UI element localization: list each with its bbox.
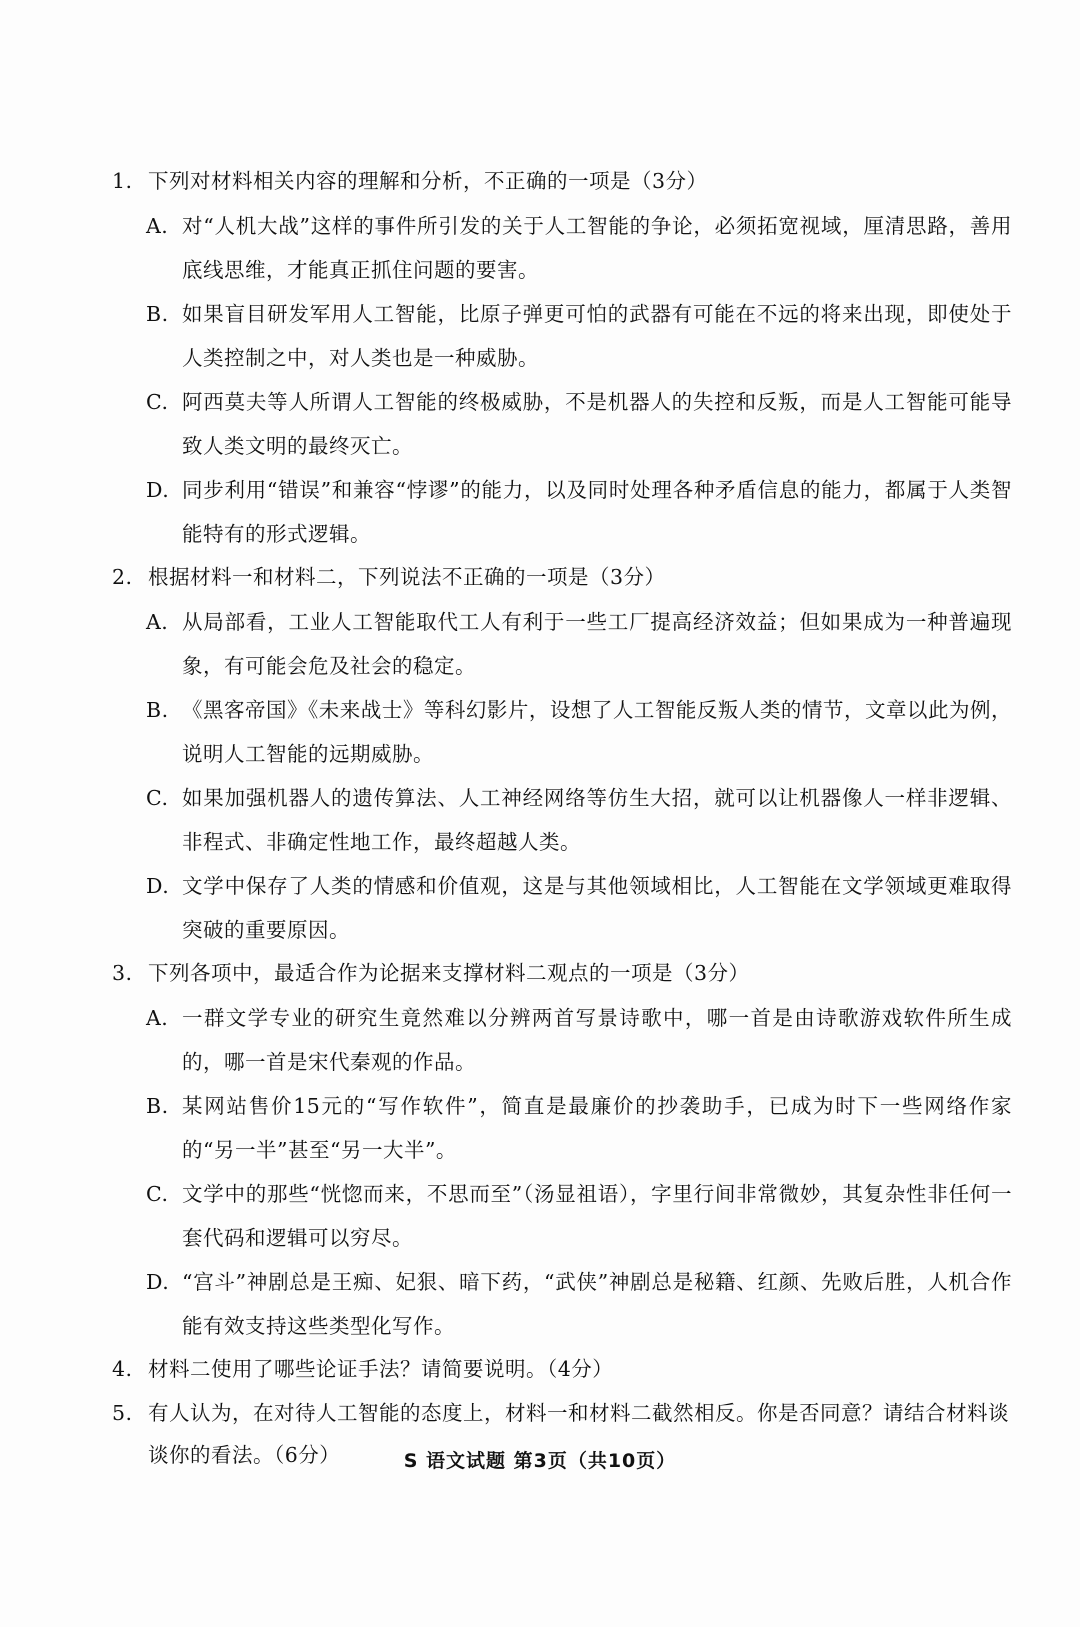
question-4: [112, 1348, 1012, 1390]
question-2: [112, 556, 1012, 952]
option-text: 如果盲目研发军用人工智能，比原子弹更可怕的武器有可能在不远的将来出现，即使处于人类控制之中，对人类也是一种威胁。: [182, 302, 1012, 370]
option-text: 某网站售价15元的“写作软件”，简直是最廉价的抄袭助手，已成为时下一些网络作家的“另一半”甚至“另一大半”。: [182, 1094, 1012, 1162]
question-number: 1.: [112, 169, 133, 193]
option-c: [146, 380, 1012, 468]
question-text: 下列各项中，最适合作为论据来支撑材料二观点的一项是（3分）: [148, 961, 750, 985]
option-a: [146, 204, 1012, 292]
option-label: D.: [146, 478, 170, 502]
option-text: 一群文学专业的研究生竟然难以分辨两首写景诗歌中，哪一首是由诗歌游戏软件所生成的，哪一首是宋代秦观的作品。: [182, 1006, 1012, 1074]
option-text: 如果加强机器人的遗传算法、人工神经网络等仿生大招，就可以让机器像人一样非逻辑、非程式、非确定性地工作，最终超越人类。: [182, 786, 1012, 854]
option-a: [146, 600, 1012, 688]
option-text: 对“人机大战”这样的事件所引发的关于人工智能的争论，必须拓宽视域，厘清思路，善用底线思维，才能真正抓住问题的要害。: [182, 214, 1012, 282]
question-stem: [112, 556, 1012, 598]
question-number: 2.: [112, 565, 133, 589]
option-label: C.: [146, 786, 169, 810]
option-label: C.: [146, 390, 169, 414]
option-text: 同步利用“错误”和兼容“悖谬”的能力，以及同时处理各种矛盾信息的能力，都属于人类智能特有的形式逻辑。: [182, 478, 1012, 546]
option-text: “宫斗”神剧总是王痴、妃狠、暗下药，“武侠”神剧总是秘籍、红颜、先败后胜，人机合作能有效支持这些类型化写作。: [182, 1270, 1012, 1338]
option-b: [146, 688, 1012, 776]
option-label: B.: [146, 1094, 169, 1118]
option-b: [146, 292, 1012, 380]
question-number: 3.: [112, 961, 133, 985]
question-number: 5.: [112, 1401, 133, 1425]
option-d: [146, 468, 1012, 556]
question-1: [112, 160, 1012, 556]
question-list: [112, 160, 1012, 1478]
option-d: [146, 864, 1012, 952]
option-d: [146, 1260, 1012, 1348]
option-b: [146, 1084, 1012, 1172]
option-text: 阿西莫夫等人所谓人工智能的终极威胁，不是机器人的失控和反叛，而是人工智能可能导致人类文明的最终灭亡。: [182, 390, 1012, 458]
option-label: D.: [146, 1270, 170, 1294]
option-label: B.: [146, 302, 169, 326]
option-text: 文学中的那些“恍惚而来，不思而至”（汤显祖语），字里行间非常微妙，其复杂性非任何一套代码和逻辑可以穷尽。: [182, 1182, 1012, 1250]
option-a: [146, 996, 1012, 1084]
option-label: D.: [146, 874, 170, 898]
option-text: 从局部看，工业人工智能取代工人有利于一些工厂提高经济效益；但如果成为一种普遍现象，有可能会危及社会的稳定。: [182, 610, 1012, 678]
option-label: A.: [146, 214, 169, 238]
option-c: [146, 776, 1012, 864]
page-footer: S 语文试题 第3页（共10页）: [403, 1450, 677, 1472]
question-number: 4.: [112, 1357, 133, 1381]
question-text: 下列对材料相关内容的理解和分析，不正确的一项是（3分）: [148, 169, 708, 193]
option-label: C.: [146, 1182, 169, 1206]
option-text: 文学中保存了人类的情感和价值观，这是与其他领域相比，人工智能在文学领域更难取得突破的重要原因。: [182, 874, 1012, 942]
option-c: [146, 1172, 1012, 1260]
question-stem: [112, 1348, 1012, 1390]
question-stem: [112, 952, 1012, 994]
option-label: A.: [146, 610, 169, 634]
option-label: A.: [146, 1006, 169, 1030]
option-text: 《黑客帝国》《未来战士》等科幻影片，设想了人工智能反叛人类的情节，文章以此为例，说明人工智能的远期威胁。: [182, 698, 1012, 766]
question-3: [112, 952, 1012, 1348]
question-text: 根据材料一和材料二，下列说法不正确的一项是（3分）: [148, 565, 666, 589]
question-stem: [112, 160, 1012, 202]
question-text: 材料二使用了哪些论证手法？请简要说明。（4分）: [148, 1357, 614, 1381]
question-text: 有人认为，在对待人工智能的态度上，材料一和材料二截然相反。你是否同意？请结合材料谈谈你的看法。（6分）: [148, 1401, 1009, 1467]
option-label: B.: [146, 698, 169, 722]
